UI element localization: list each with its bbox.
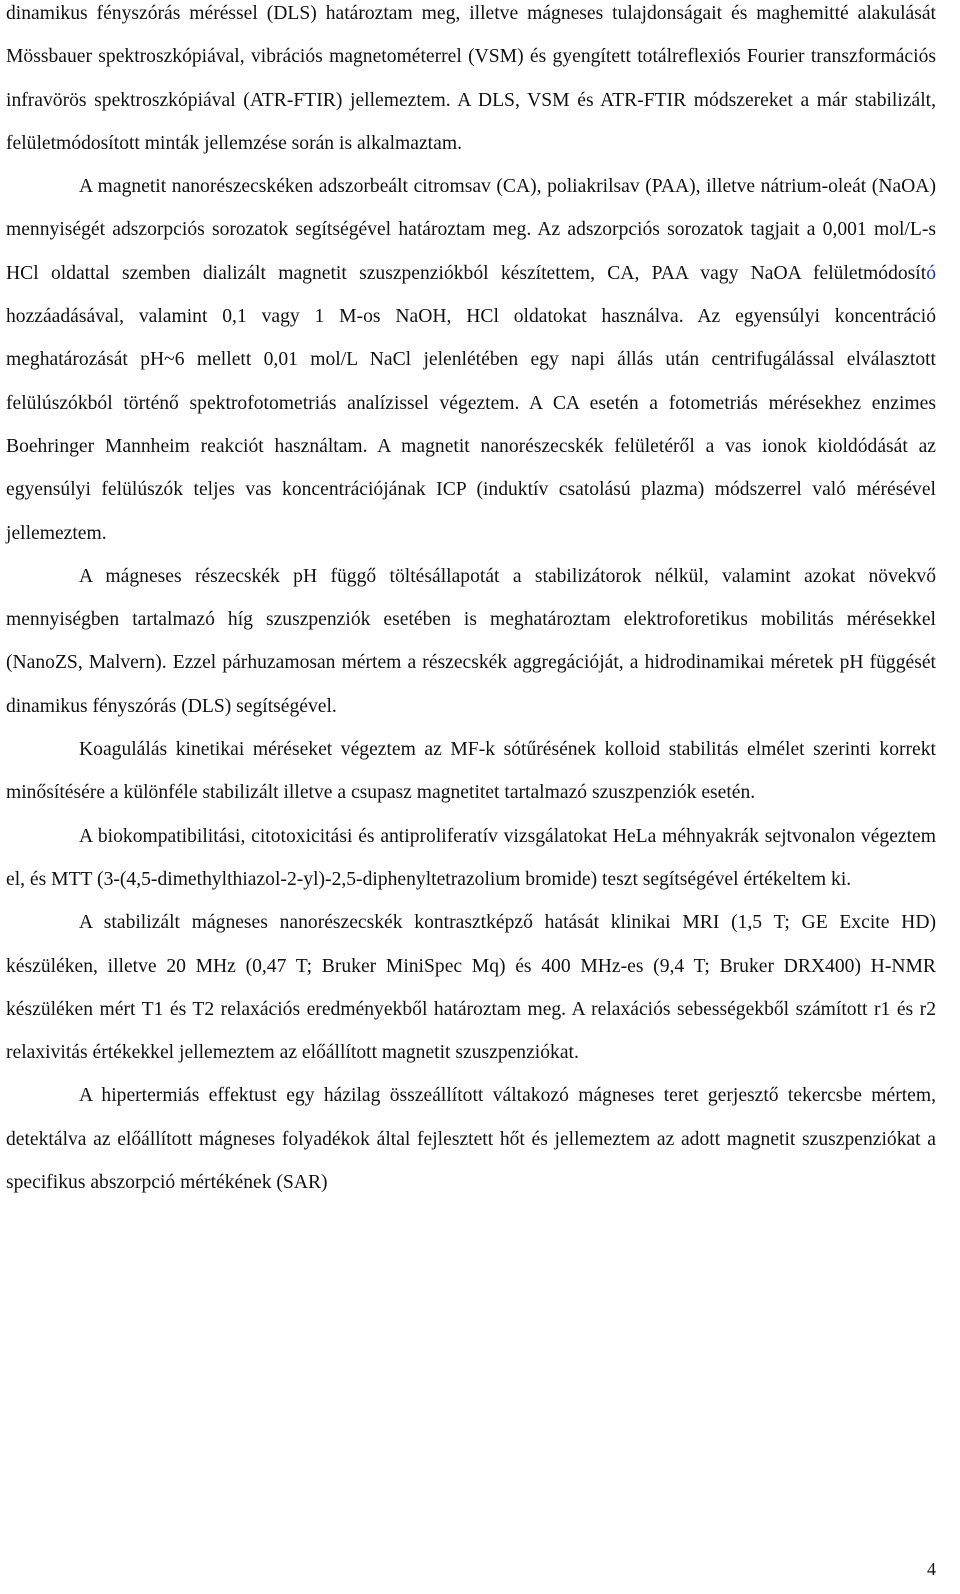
paragraph-adsorption-text-c: hozzáadásával, valamint 0,1 vagy 1 M-os NaOH, HCl oldatokat használva. Az egyensúlyi koncentráció meghatározását pH~6 mellett 0,01 mol/L NaCl jelenlétében egy napi állás után centrifugálással elválasztott felülúszókból történő spektrofotometriás analízissel végeztem. A CA esetén a fotometriás mérésekhez enzimes Boehringer Mannheim reakciót használtam. A magnetit nanorészecskék felületéről a vas ionok kioldódását az egyensúlyi felülúszók teljes vas koncentrációjának ICP (induktív csatolású plazma) módszerrel való mérésével jellemeztem. [6, 306, 936, 544]
paragraph-charge-state: A mágneses részecskék pH függő töltésállapotát a stabilizátorok nélkül, valamint azokat növekvő mennyiségben tartalmazó híg szuszpenziók esetében is meghatároztam elektroforetikus mobilitás mérésekkel (NanoZS, Malvern). Ezzel párhuzamosan mértem a részecskék aggregációját, a hidrodinamikai méretek pH függését dinamikus fényszórás (DLS) segítségével. [6, 565, 936, 717]
document-page [6, 0, 936, 1204]
paragraph-adsorption [6, 165, 936, 555]
paragraph-mri-contrast: A stabilizált mágneses nanorészecskék kontrasztképző hatását klinikai MRI (1,5 T; GE Excite HD) készüléken, illetve 20 MHz (0,47 T; Bruker MiniSpec Mq) és 400 MHz-es (9,4 T; Bruker DRX400) H-NMR készüléken mért T1 és T2 relaxációs eredményekből határoztam meg. A relaxációs sebességekből számított r1 és r2 relaxivitás értékekkel jellemeztem az előállított magnetit szuszpenziókat. [6, 912, 936, 1064]
paragraph-adsorption-text-a: A magnetit nanorészecskéken adszorbeált citromsav (CA), poliakrilsav (PAA), illetve nátrium-oleát (NaOA) mennyiségét adszorpciós sorozatok segítségével határoztam meg. Az adszorpciós sorozatok tagjait a 0,001 mol/L-s HCl oldattal szemben dializált magnetit szuszpenziókból készítettem, CA, PAA vagy NaOA felületmódosít [6, 176, 936, 284]
paragraph-methods-intro: dinamikus fényszórás méréssel (DLS) határoztam meg, illetve mágneses tulajdonságait és maghemitté alakulását Mössbauer spektroszkópiával, vibrációs magnetométerrel (VSM) és gyengített totálreflexiós Fourier transzformációs infravörös spektroszkópiával (ATR-FTIR) jellemeztem. A DLS, VSM és ATR-FTIR módszereket a már stabilizált, felületmódosított minták jellemzése során is alkalmaztam. [6, 3, 936, 154]
page-number: 4 [927, 1559, 936, 1579]
paragraph-biocompatibility: A biokompatibilitási, citotoxicitási és antiproliferatív vizsgálatokat HeLa méhnyakrák sejtvonalon végeztem el, és MTT (3-(4,5-dimethylthiazol-2-yl)-2,5-diphenyltetrazolium bromide) teszt segítségével értékeltem ki. [6, 825, 936, 890]
paragraph-adsorption-text-b: ó [926, 262, 936, 284]
paragraph-hyperthermia: A hipertermiás effektust egy házilag összeállított váltakozó mágneses teret gerjesztő tekercsbe mértem, detektálva az előállított mágneses folyadékok által fejlesztett hőt és jellemeztem az adott magnetit szuszpenziókat a specifikus abszorpció mértékének (SAR) [6, 1085, 936, 1194]
paragraph-coagulation: Koagulálás kinetikai méréseket végeztem az MF-k sótűrésének kolloid stabilitás elmélet szerinti korrekt minősítésére a különféle stabilizált illetve a csupasz magnetitet tartalmazó szuszpenziók esetén. [6, 739, 936, 804]
